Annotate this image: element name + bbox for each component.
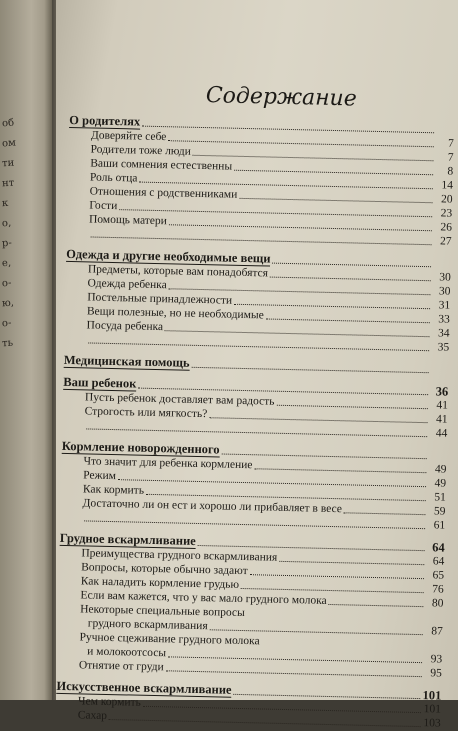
page-number: 76 (426, 582, 444, 596)
page-number: 8 (435, 164, 453, 178)
toc-entry-label: Что значит для ребенка кормление (83, 454, 252, 472)
toc-entry-label: Отнятие от груди (79, 658, 164, 674)
toc-section-heading-label: Грудное вскармливание (60, 531, 196, 549)
left-page-text: ти (2, 158, 15, 170)
page-number: 23 (434, 206, 452, 220)
page-number: 101 (422, 688, 441, 702)
page-number: 35 (431, 340, 449, 354)
toc-entry-label: Некоторые специальные вопросы (80, 602, 443, 624)
left-page-text: нт (2, 178, 15, 190)
left-page-text: ю, (2, 298, 15, 310)
toc-entry-label-continued: грудного вскармливания (88, 617, 208, 634)
page-number: 7 (436, 136, 454, 150)
toc-entry-label: Преимущества грудного вскармливания (81, 546, 277, 564)
toc-entry-label: Помощь матери (89, 212, 167, 228)
toc-entry-label: Строгость или мягкость? (85, 404, 208, 421)
toc-entry-label: Роль отца (90, 170, 138, 185)
left-page-text: ом (2, 138, 17, 150)
page-number: 87 (425, 624, 443, 638)
toc-entry-label: Посуда ребенка (86, 318, 163, 334)
toc-entry-label: Пусть ребенок доставляет вам радость (85, 390, 275, 408)
page-number: 93 (424, 652, 442, 666)
page-content (56, 0, 454, 708)
toc-section-heading-label: Ваш ребенок (63, 375, 136, 392)
toc-entry-label: Как кормить (83, 482, 144, 497)
toc-entry-label: Предметы, которые вам понадобятся (88, 262, 268, 280)
page-number: 20 (434, 192, 452, 206)
page-number: 30 (433, 270, 451, 284)
page-number: 27 (433, 234, 451, 248)
toc-entry-label: Ручное сцеживание грудного молока (79, 630, 442, 652)
leader-dots (109, 719, 421, 727)
toc-entry-label: Гости (89, 198, 117, 213)
leader-dots (329, 604, 424, 607)
page-number: 64 (427, 540, 445, 554)
page-number: 64 (426, 554, 444, 568)
toc-entry-label: Одежда ребенка (87, 276, 167, 292)
page-number: 49 (428, 462, 446, 476)
toc-section-heading-label: Кормление новорожденного (62, 439, 220, 458)
page-number: 14 (435, 178, 453, 192)
page-number: 41 (429, 412, 447, 426)
page-number: 61 (427, 518, 445, 532)
left-page-text: о, (2, 218, 12, 230)
page-number: 103 (423, 716, 441, 730)
left-page-text: о- (2, 278, 12, 290)
toc-section-heading-label: О родителях (69, 113, 140, 130)
page-number: 95 (424, 666, 442, 680)
toc-entry-label: Режим (83, 468, 116, 483)
toc-entry-label: Родители тоже люди (90, 142, 191, 158)
toc-entry-label: Вопросы, которые обычно задают (81, 560, 248, 578)
page-number: 59 (427, 504, 445, 518)
page-number: 80 (425, 596, 443, 610)
page-number: 41 (430, 398, 448, 412)
toc-entry-label: Доверяйте себе (91, 128, 167, 144)
leader-dots (344, 512, 426, 515)
toc-entry-label: Чем кормить (78, 694, 141, 709)
left-page-text: о- (2, 318, 12, 330)
toc-entry-label: Если вам кажется, что у вас мало грудного молока (80, 588, 326, 608)
page-number: 31 (432, 298, 450, 312)
book-page (56, 0, 458, 700)
left-page (0, 0, 52, 700)
page-number: 33 (432, 312, 450, 326)
page-number: 65 (426, 568, 444, 582)
left-page-text: е, (2, 258, 12, 270)
toc-entry-label: Постельные принадлежности (87, 290, 232, 307)
page-number: 101 (423, 702, 441, 716)
toc-section-heading-label: Медицинская помощь (64, 353, 190, 371)
toc-entry-label-continued: и молокоотсосы (87, 645, 166, 661)
table-of-contents (56, 114, 455, 731)
toc-section-heading-label: Одежда и другие необходимые вещи (66, 247, 271, 267)
page-number: 44 (429, 426, 447, 440)
left-page-text: об (2, 118, 15, 130)
toc-entry-label: Отношения с родственниками (90, 184, 238, 201)
toc-entry-label: Ваши сомнения естественны (90, 156, 232, 173)
left-page-text: р- (2, 238, 13, 250)
page-number: 51 (428, 490, 446, 504)
page-number: 7 (435, 150, 453, 164)
page-number: 30 (432, 284, 450, 298)
page-number: 26 (434, 220, 452, 234)
left-page-text: к (2, 198, 9, 209)
toc-section-heading-label: Искусственное вскармливание (56, 679, 231, 698)
toc-entry-label: Сахар (78, 708, 108, 723)
page-number: 49 (428, 476, 446, 490)
page-number: 34 (431, 326, 449, 340)
left-page-text: ть (2, 338, 14, 350)
page-number: 36 (430, 384, 448, 398)
toc-entry-label: Как наладить кормление грудью (81, 574, 239, 592)
toc-entry-label: Достаточно ли он ест и хорошо ли прибавляет в весе (82, 496, 342, 516)
page-title: Содержание (206, 83, 357, 111)
toc-entry-label: Вещи полезные, но не необходимые (87, 304, 264, 322)
